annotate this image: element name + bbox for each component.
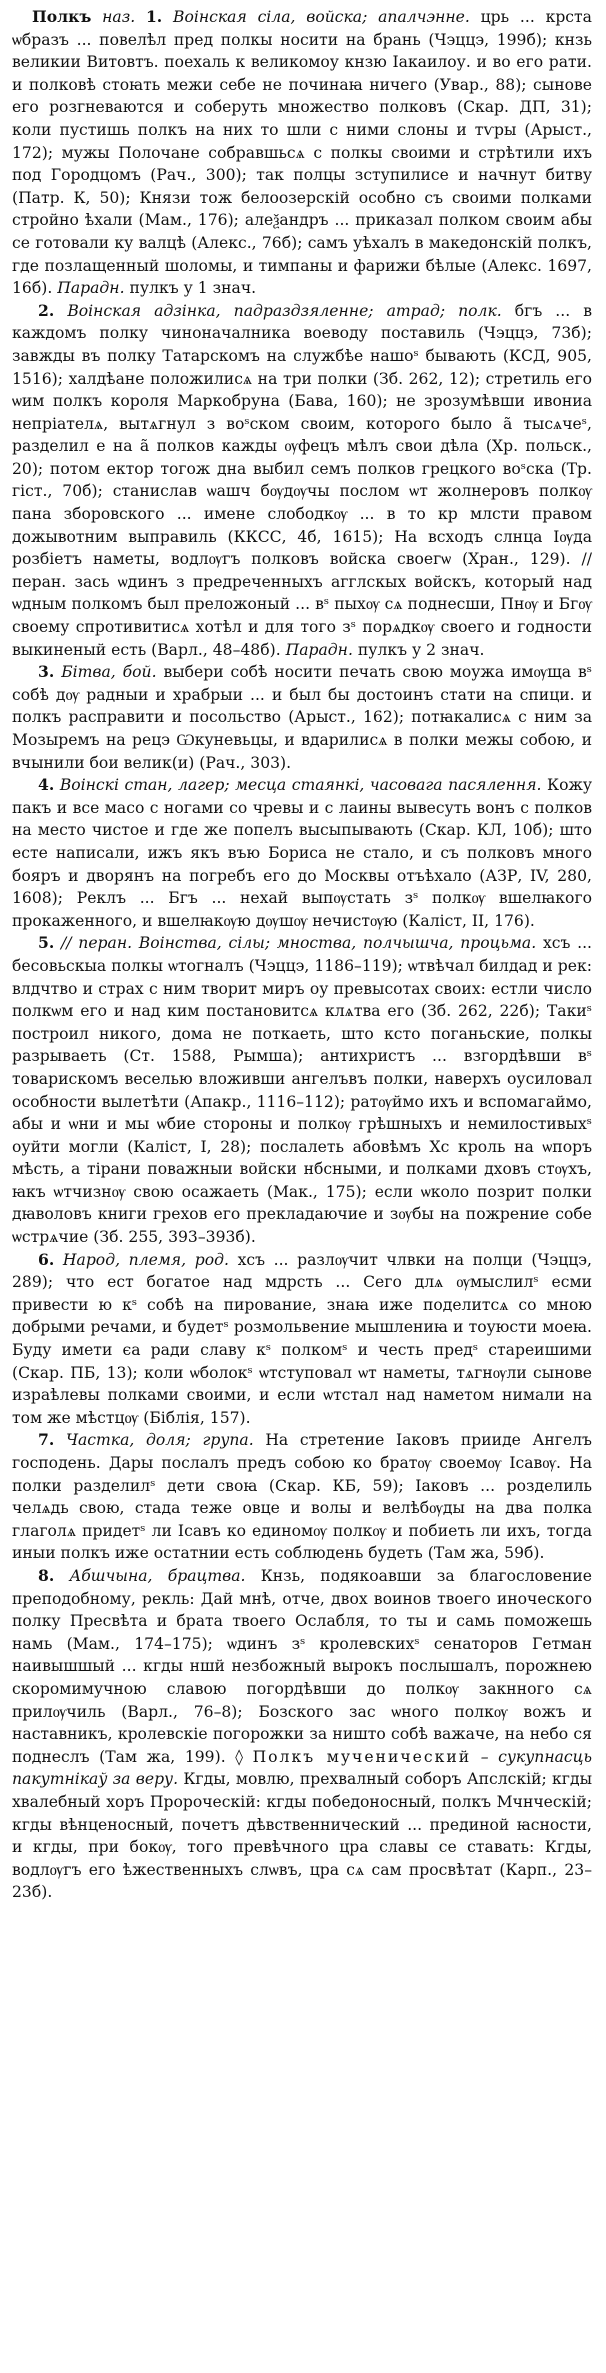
phrase-gloss: – сукупнасць пакутнікаў за веру. — [12, 1747, 592, 1789]
sense-body: црь ... крста ѡбразъ ... повелѣл пред полкы носити на брань (Чэццэ, 199б); кнзь великии Витовтъ. поехаль к великомоу кнзю Іакаилоу. и во его рати. и полковѣ стоꙗть межи себе не починаꙗ ничего (Увар., 88); сынове его розгневаются и соберуть множество полковъ (Скар. ДП, 31); коли пустишь полкъ на них то шли с ними слоны и тѵры (Арыст., 172); мужы Полочане собравшьсѧ с полкы своими и стрѣтили ихъ под Городцомъ (Рач., 300); так полцы зступилисе и начнут битву (Патр. К, 50); Князи тож белоозерскій особно съ своими полками стройно ѣхали (Мам., 176); алеѯандръ ... приказал полком своим абы се готовали ку валцѣ (Алекс., 76б); самъ уѣхалъ в македонскій полкъ, где позлащенный шоломы, и тимпаны и фарижи бѣлые (Алекс. 1697, 16б). — [12, 8, 592, 298]
sense-definition: Абшчына, брацтва. — [69, 1566, 246, 1585]
sense-2 — [12, 300, 592, 662]
sense-6 — [12, 1249, 592, 1430]
usage-label: Парадн. — [57, 279, 125, 298]
sense-number: 5. — [38, 933, 55, 953]
sense-4 — [12, 774, 592, 932]
usage-note: пулкъ у 1 знач. — [129, 279, 257, 298]
sense-number: 1. — [145, 7, 163, 26]
sense-5 — [12, 932, 592, 1248]
sense-number: 6. — [38, 1249, 55, 1269]
usage-note: пулкъ у 2 знач. — [357, 640, 485, 659]
sense-1 — [12, 6, 592, 300]
sense-7 — [12, 1429, 592, 1565]
dictionary-entry-polk — [12, 6, 592, 1904]
sense-number: 8. — [38, 1565, 55, 1585]
sense-body: хсъ ... разлѹчит члвки на полци (Чэццэ, 289); что ест богатое над мдрсть ... Сего длѧ ѹмыслилˢ есми привести ю кˢ собѣ на пирование, знаꙗ иже поделитсѧ со мною добрыми речами, и будетˢ розмольвение мышлениꙗ и тоуюсти моеꙗ. Буду имети єа ради славу кˢ полкомˢ и честь предˢ стареишими (Скар. ПБ, 13); коли ѡболокˢ ѡтступовал ѡт наметы, тѧгнѹли сынове израѣлевы полками своими, и если ѡтстал над наметом нимали на том же мѣстцѹ (Біблія, 157). — [12, 1250, 592, 1427]
sense-3 — [12, 661, 592, 774]
sense-definition: // перан. Воінства, сілы; мноства, полчышча, процьма. — [61, 934, 537, 953]
sense-body: выбери собѣ носити печать свою моужа имѹща вˢ собѣ дѹ радныи и храбрыи ... и был бы достоинъ стати на спици. и полкъ расправити и посольство (Арыст., 162); потꙗкалисѧ с ним за Мозыремъ на рецэ Ѡкуневьцы, и вдарилисѧ в полки межы собою, и вчынили бои велик(и) (Рач., 303). — [12, 663, 592, 772]
sense-body: Кнзь, подякоавши за благословение преподобному, рекль: Дай мнѣ, отче, двох воинов твоего иноческого полку Пресвѣта и брата твоего Ослабля, то ты и самь поможешь намь (Мам., 174–175); ѡдинъ зˢ кролевскихˢ сенаторов Гетман наивышшый ... кгды ншй незбожный вырокъ послышалъ, порожнею скоромимучною славою погордѣвши до полкѹ закнного сѧ прилѹчиль (Варл., 76–8); Бозского зас ѡного полкѹ вожъ и наставникъ, кролевскіе погорожки за ништо собѣ важаче, на небо ся поднеслъ (Там жа, 199). — [12, 1566, 593, 1766]
sense-number: 3. — [38, 662, 55, 682]
sense-body: На стретение Іаковъ прииде Ангелъ господень. Дары послалъ предъ собою ко братѹ своемѹ Ісавѹ. На полки разделилˢ дети своꙗ (Скар. КБ, 59); Іаковъ ... розделиль челѧдь свою, стада теже овце и волы и велѣбѹды на два полка глаголѧ придетˢ ли Ісавъ ко единомѹ полкѹ и побиеть ли ихъ, тогда иныи полкъ иже остатнии есть соблюдень будеть (Там жа, 59б). — [12, 1431, 592, 1563]
grammar-label: наз. — [102, 8, 136, 26]
sense-number: 4. — [38, 775, 55, 795]
usage-label: Парадн. — [285, 640, 353, 659]
phrase-body: Кгды, мовлю, прехвалный соборъ Апслскій; кгды хвалебный хоръ Пророческій: кгды победоносный, полкъ Мчнческій; кгды вѣнценосный, почетъ дѣвственнический ... прединой ꙗсности, и кгды, при бокѹ, того превѣчного цра славы се ставать: Кгды, водлѹгъ его ѣжественныхъ слѡвъ, цра сѧ сам просвѣтат (Карп., 23–23б). — [12, 1770, 592, 1902]
sense-definition: Частка, доля; група. — [65, 1431, 254, 1450]
sense-body: хсъ ... бесовьскыа полкы ѡтогналъ (Чэццэ, 1186–119); ѡтвѣчал билдад и рек: влдчтво и страх с ним творит миръ оу превысотах своих: естли число полкѡм его и над ким постановитсѧ клѧтва его (Зб. 262, 22б); Такиˢ построил никого, дома не поткаеть, што ксто поганьские, полкы разрываеть (Ст. 1588, Рымша); антихристъ ... взгордѣвши вˢ товарискомъ веселью вложивши ангелъвъ полки, наверхъ оусиловал особности вылетѣти (Апакр., 1116–112); ратѹймо ихъ и вспомагаймо, абы и ѡни и мы ѡбие стороны и полкѹ грѣшныхъ и немилостивыхˢ оуйти могли (Каліст, I, 28); послалеть абовѣмъ Хс кроль на ѡпоръ мѣсть, а тірани поважныи войски нбсными, и полками дховъ стѹхъ, ꙗкъ ѡтчизнѹ свою осажаеть (Мак., 175); если ѡколо позрит полки дꙗволовъ книги грехов его прекладаючие и зѹбы на пожрение собе ѡстрѧчие (Зб. 255, 393–393б). — [12, 934, 592, 1247]
headword: Полкъ — [32, 7, 92, 26]
sense-number: 2. — [38, 300, 55, 320]
sense-definition: Воінская сіла, войска; апалчэнне. — [173, 8, 470, 26]
sense-body: Кожу пакъ и все масо с ногами со чревы и с лаины вывесуть вонъ с полков на место чистое и где же попелъ высыпывають (Скар. КЛ, 10б); што есте написали, ижъ якъ въю Бориса не стало, и съ полковъ много бояръ и дворянъ на погребъ его до Москвы отъѣхало (АЗР, IV, 280, 1608); Реклъ ... Бгъ ... нехай выпѹстать зˢ полкѹ вшелꙗкого прокаженного, и вшелꙗкѹю дѹшѹ нечистѹю (Каліст, II, 176). — [12, 776, 592, 930]
phrase-term: Полкъ мученический — [252, 1747, 472, 1766]
sense-definition: Воінскі стан, лагер; месца стаянкі, часовага пасялення. — [59, 776, 542, 795]
sense-8 — [12, 1565, 592, 1904]
sense-number: 7. — [38, 1430, 55, 1450]
phrase-marker: ◊ — [235, 1747, 243, 1766]
sense-definition: Народ, племя, род. — [62, 1250, 229, 1269]
sense-definition: Бітва, бой. — [61, 663, 157, 682]
sense-body: бгъ ... в каждомъ полку чиноначалника воеводу поставиль (Чэццэ, 73б); завжды въ полку Татарскомъ на службѣе нашоˢ бывають (КСД, 905, 1516); халдѣане положилисѧ на три полки (Зб. 262, 12); стретиль его ѡим полкъ короля Маркобруна (Бава, 160); не зрозумѣвши ивониа непріателѧ, вытѧгнул з воˢском своим, которого было а̃ тысѧчеˢ, разделил е на а̃ полков кажды ѹфецъ мѣлъ свои дѣла (Хр. польск., 20); потом ектор тогож дна выбил семъ полков грецкого воˢска (Тр. гіст., 70б); станислав ѡашч бѹдѹчы послом ѡт жолнеровъ полкѹ пана зборовского ... имене слободкѹ ... в то кр млсти правом дожывотним выправиль (ККСС, 4б, 1615); На всходъ слнца Іѹда розбіетъ наметы, водлѹгъ полковъ войска своегѡ (Хран., 129). // перан. зась ѡдинъ з предреченныхъ агглскых войскъ, который над ѡдным полкомъ был преложоный ... вˢ пыхѹ сѧ поднесши, Пнѹ и Бгѹ своему спротивитисѧ хотѣл и для того зˢ порѧдкѹ своего и годности выкиненый есть (Варл., 48–48б). — [12, 301, 592, 659]
sense-definition: Воінская адзінка, падраздзяленне; атрад; полк. — [67, 301, 502, 320]
